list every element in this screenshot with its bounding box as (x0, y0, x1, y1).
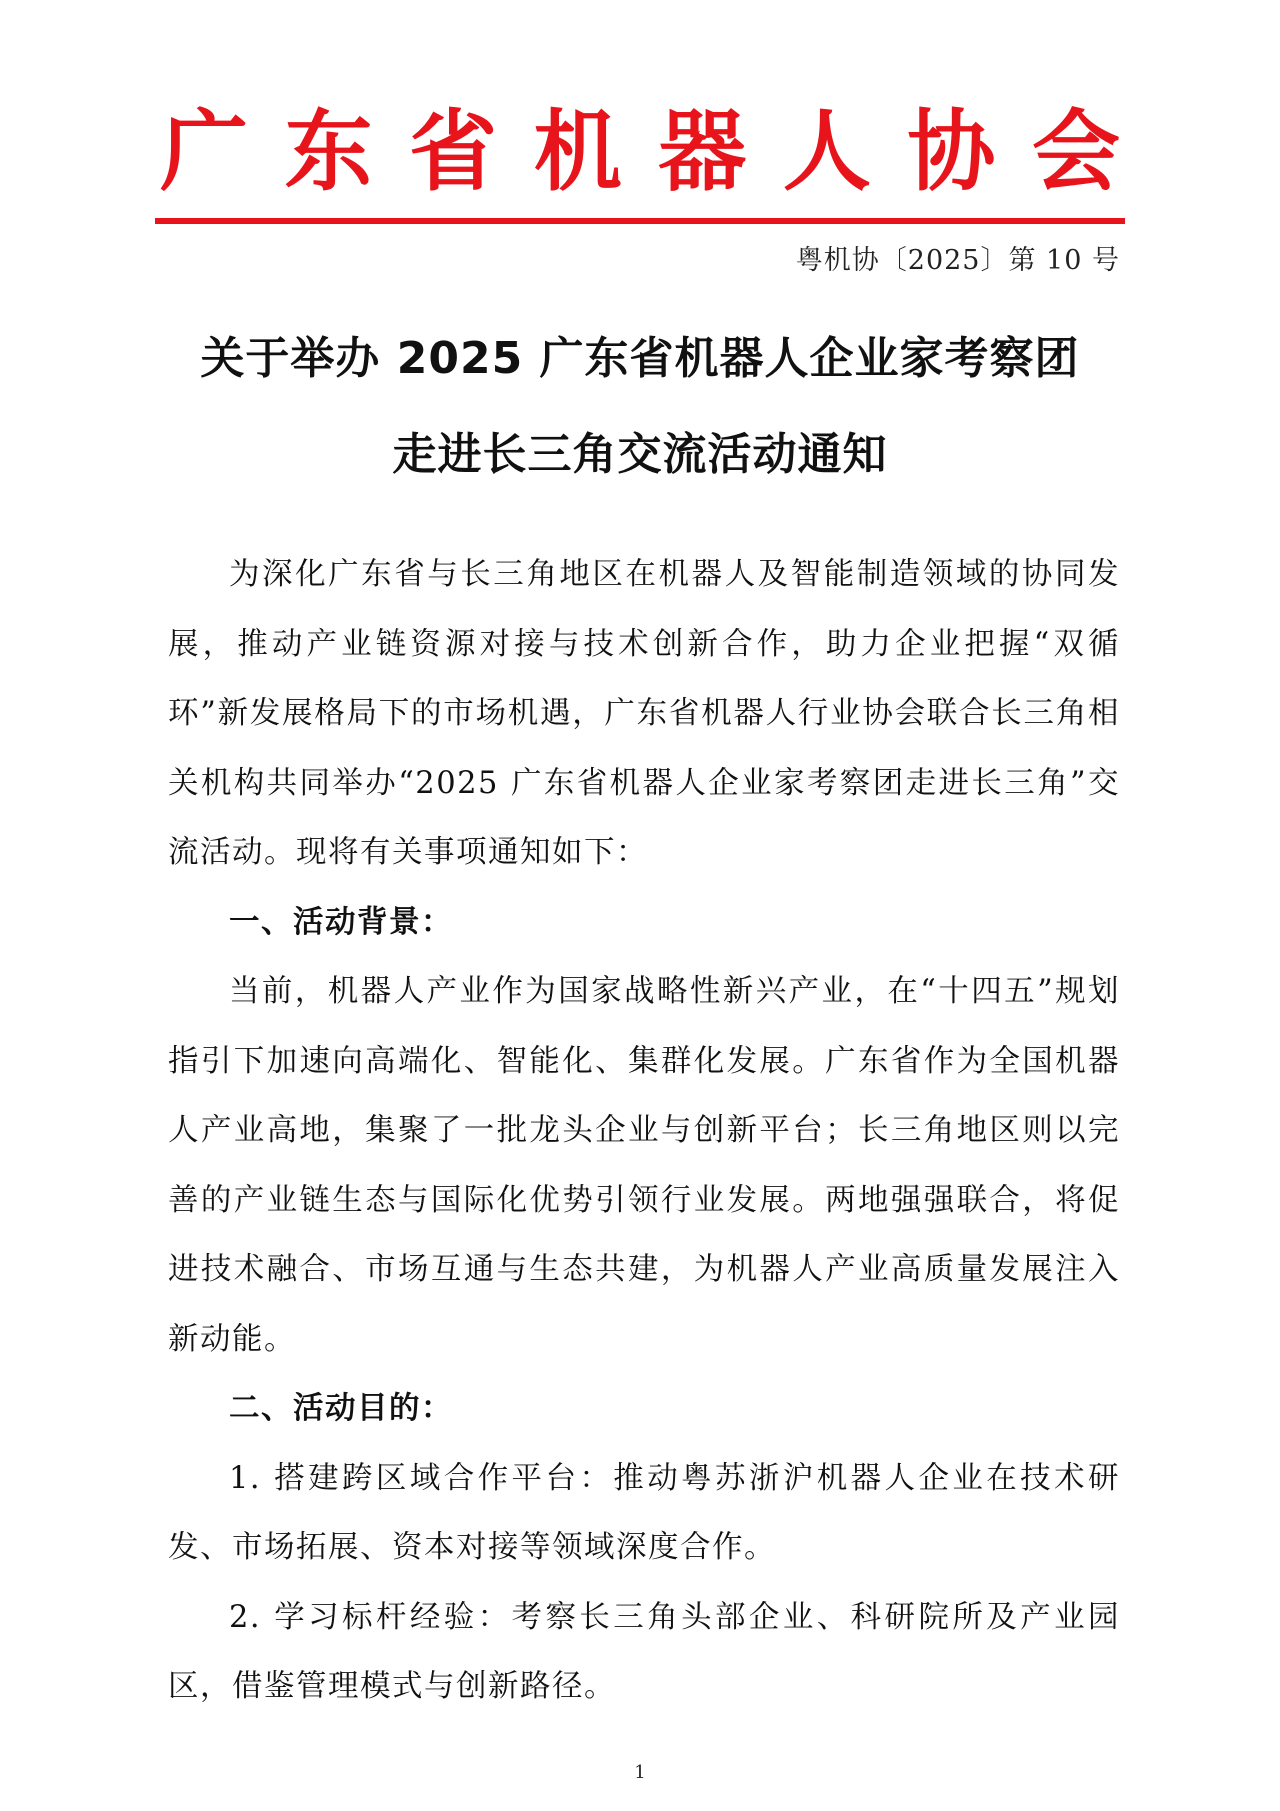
purpose-item-1: 1. 搭建跨区域合作平台：推动粤苏浙沪机器人企业在技术研发、市场拓展、资本对接等领域深度合作。 (168, 1460, 1120, 1565)
letterhead-char: 东 (284, 100, 373, 203)
document-title-line-2: 走进长三角交流活动通知 (392, 429, 888, 480)
document-number: 粤机协〔2025〕第 10 号 (795, 245, 1120, 276)
section-heading-background: 一、活动背景： (229, 904, 453, 940)
letterhead-divider (155, 218, 1125, 224)
letterhead-char: 器 (658, 100, 747, 203)
letterhead-char: 协 (907, 100, 996, 203)
letterhead-char: 会 (1031, 100, 1120, 203)
letterhead-char: 广 (160, 100, 249, 203)
letterhead-char: 人 (782, 100, 871, 203)
intro-paragraph: 为深化广东省与长三角地区在机器人及智能制造领域的协同发展，推动产业链资源对接与技术创新合作，助力企业把握“双循环”新发展格局下的市场机遇，广东省机器人行业协会联合长三角相关机构共同举办“2025 广东省机器人企业家考察团走进长三角”交流活动。现将有关事项通知如下： (168, 557, 1120, 870)
section-heading-purpose: 二、活动目的： (229, 1391, 453, 1426)
page-number: 1 (634, 1762, 646, 1783)
document-body (168, 540, 1120, 1722)
purpose-item-2: 2. 学习标杆经验：考察长三角头部企业、科研院所及产业园区，借鉴管理模式与创新路径。 (168, 1599, 1120, 1704)
document-title-line-1: 关于举办 2025 广东省机器人企业家考察团 (200, 333, 1080, 384)
letterhead-char: 省 (409, 100, 498, 203)
letterhead-char: 机 (533, 100, 622, 203)
background-paragraph: 当前，机器人产业作为国家战略性新兴产业，在“十四五”规划指引下加速向高端化、智能化、集群化发展。广东省作为全国机器人产业高地，集聚了一批龙头企业与创新平台；长三角地区则以完善的产业链生态与国际化优势引领行业发展。两地强强联合，将促进技术融合、市场互通与生态共建，为机器人产业高质量发展注入新动能。 (168, 974, 1120, 1357)
letterhead-title (160, 92, 1120, 212)
